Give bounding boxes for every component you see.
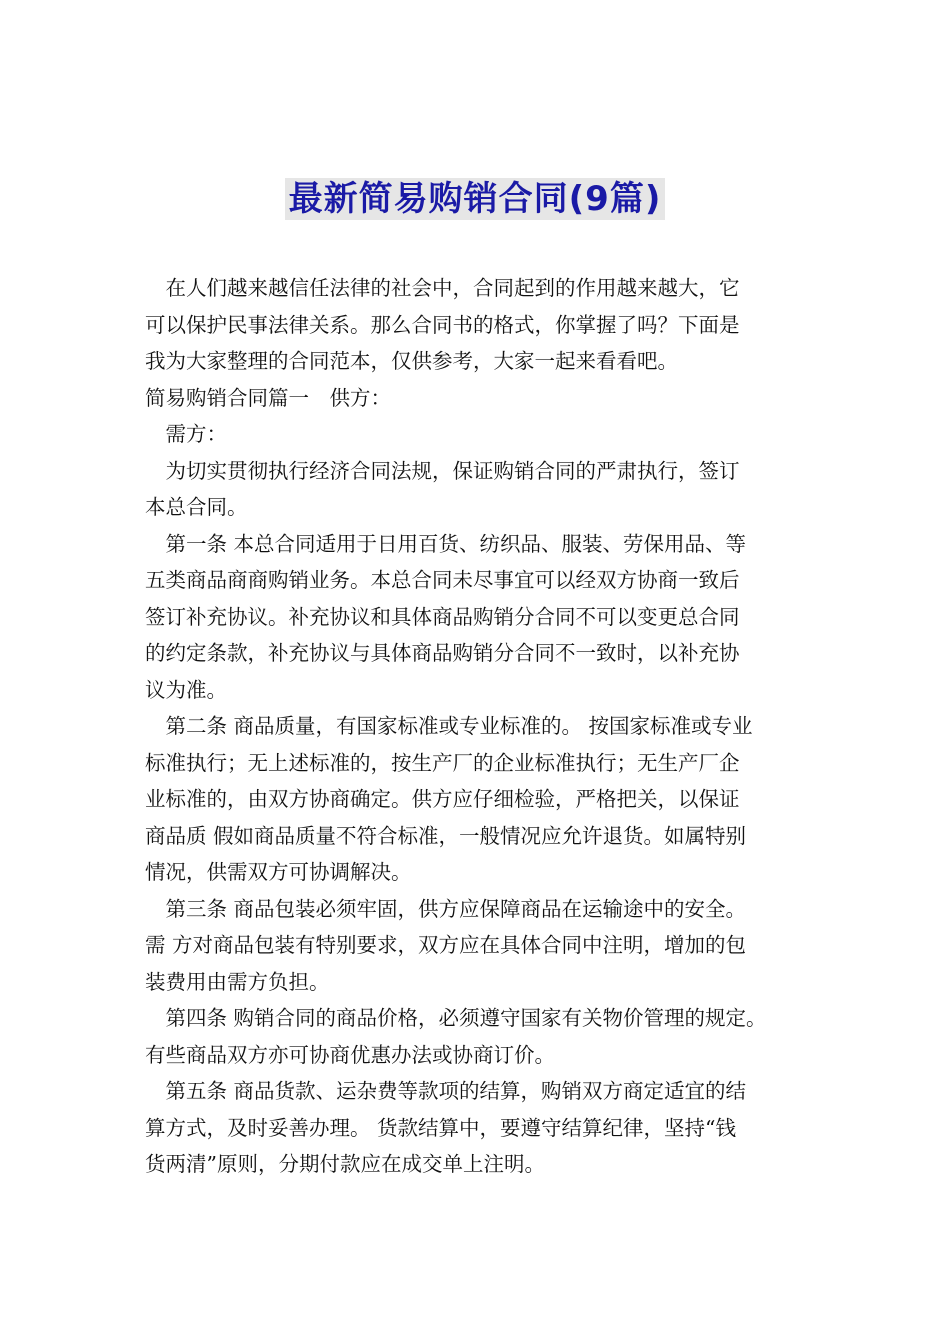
document-title: 最新简易购销合同(9篇) xyxy=(285,178,666,220)
body-line: 第三条 商品包装必须牢固，供方应保障商品在运输途中的安全。 xyxy=(145,896,747,921)
body-line: 签订补充协议。补充协议和具体商品购销分合同不可以变更总合同 xyxy=(145,604,740,629)
body-line: 需方： xyxy=(145,422,227,446)
body-line: 第五条 商品货款、运杂费等款项的结算，购销双方商定适宜的结 xyxy=(145,1079,747,1103)
body-line: 第四条 购销合同的商品价格，必须遵守国家有关物价管理的规定。 xyxy=(145,1006,767,1030)
body-line: 简易购销合同篇一 供方： xyxy=(145,385,391,410)
body-line: 算方式，及时妥善办理。 货款结算中，要遵守结算纪律，坚持“钱 xyxy=(145,1115,736,1140)
body-line: 情况，供需双方可协调解决。 xyxy=(145,860,412,884)
body-line: 第二条 商品质量，有国家标准或专业标准的。 按国家标准或专业 xyxy=(145,714,753,738)
body-line: 第一条 本总合同适用于日用百货、纺织品、服装、劳保用品、等 xyxy=(145,531,747,556)
body-line: 有些商品双方亦可协商优惠办法或协商订价。 xyxy=(145,1042,555,1067)
body-line: 货两清”原则，分期付款应在成交单上注明。 xyxy=(145,1152,545,1176)
body-line: 我为大家整理的合同范本，仅供参考，大家一起来看看吧。 xyxy=(145,349,678,373)
body-line: 业标准的，由双方协商确定。供方应仔细检验，严格把关，以保证 xyxy=(145,787,740,811)
body-line: 五类商品商商购销业务。本总合同未尽事宜可以经双方协商一致后 xyxy=(145,568,740,592)
body-line: 议为准。 xyxy=(145,677,227,702)
document-body xyxy=(145,270,815,1183)
body-line: 可以保护民事法律关系。那么合同书的格式，你掌握了吗？下面是 xyxy=(145,312,740,337)
body-line: 装费用由需方负担。 xyxy=(145,969,330,994)
title-container xyxy=(0,178,950,220)
body-line: 商品质 假如商品质量不符合标准，一般情况应允许退货。如属特别 xyxy=(145,823,747,848)
body-line: 需 方对商品包装有特别要求，双方应在具体合同中注明，增加的包 xyxy=(145,933,747,957)
body-line: 的约定条款，补充协议与具体商品购销分合同不一致时，以补充协 xyxy=(145,641,740,665)
body-line: 标准执行；无上述标准的，按生产厂的企业标准执行；无生产厂企 xyxy=(145,750,740,775)
body-line: 在人们越来越信任法律的社会中，合同起到的作用越来越大，它 xyxy=(145,276,740,300)
body-line: 本总合同。 xyxy=(145,495,248,519)
body-line: 为切实贯彻执行经济合同法规，保证购销合同的严肃执行，签订 xyxy=(145,458,740,483)
